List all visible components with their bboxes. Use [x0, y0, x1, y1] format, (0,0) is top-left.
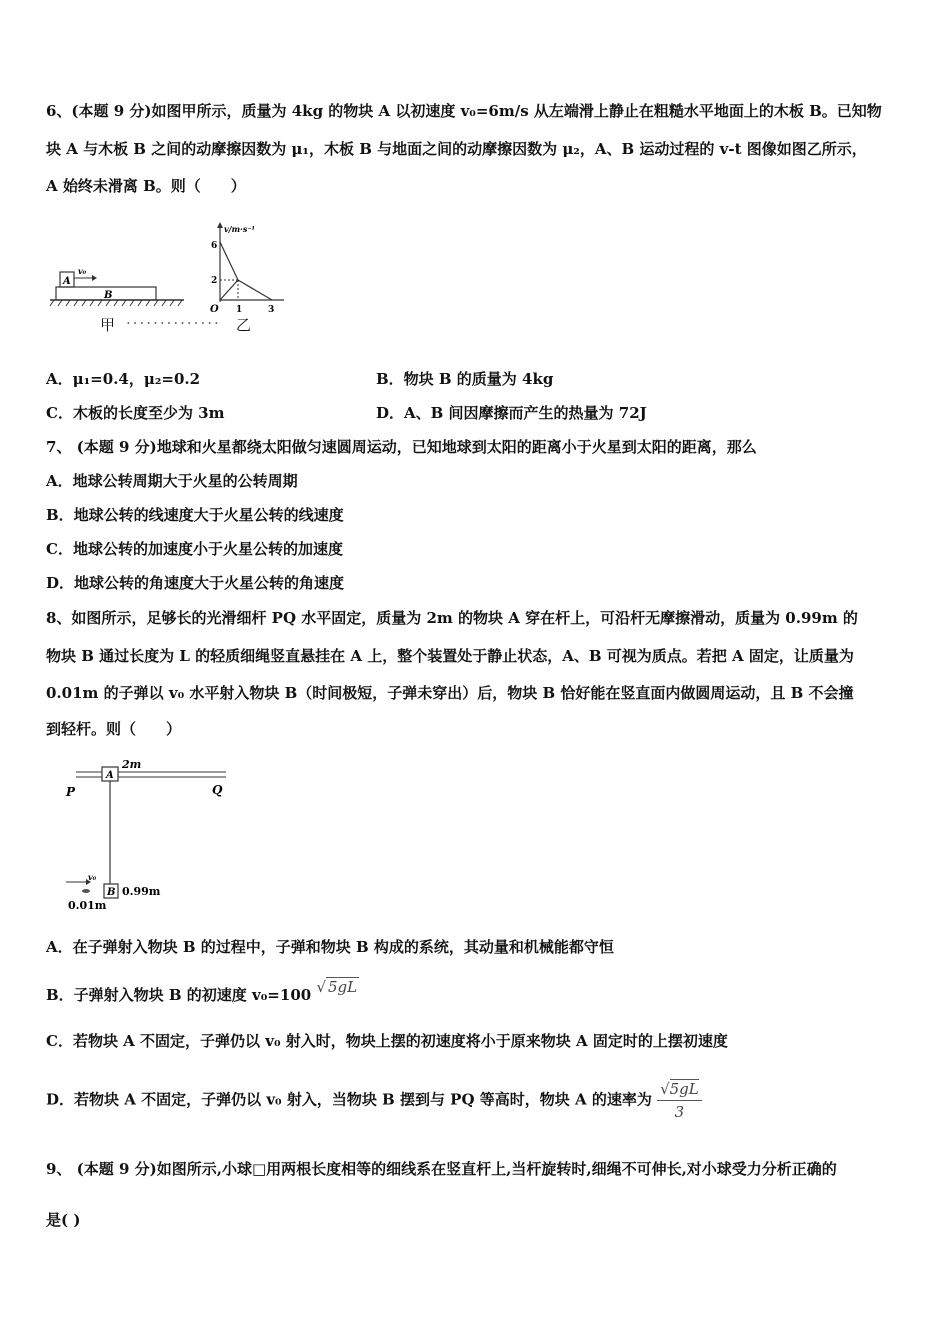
q6-v0-label: v₀ — [78, 266, 87, 276]
q9-stem-line-2: 是( ) — [46, 1211, 81, 1229]
q7-option-A[interactable]: A．地球公转周期大于火星的公转周期 — [46, 472, 298, 490]
q8-v0-label: v₀ — [88, 872, 97, 882]
q7-stem: 7、 (本题 9 分)地球和火星都绕太阳做匀速圆周运动，已知地球到太阳的距离小于火星到太阳的距离，那么 — [46, 438, 757, 456]
q6-option-A[interactable]: A．μ₁=0.4，μ₂=0.2 — [46, 370, 201, 388]
q8-stem-line-2: 物块 B 通过长度为 L 的轻质细绳竖直悬挂在 A 上，整个装置处于静止状态，A、B 可视为质点。若把 A 固定，让质量为 — [46, 647, 854, 665]
q6-fig-left-label: 甲 — [100, 316, 116, 334]
q8-option-B-text: B．子弹射入物块 B 的初速度 v₀=100 — [46, 986, 312, 1004]
q8-block-B-label: B — [107, 887, 116, 898]
q6-fig-dots: ·············· — [126, 314, 221, 332]
q6-block-A-label: A — [63, 276, 71, 287]
q8-mass-A-label: 2m — [122, 758, 142, 771]
q8-stem-line-1: 8、如图所示，足够长的光滑细杆 PQ 水平固定，质量为 2m 的物块 A 穿在杆上，可沿杆无摩擦滑动，质量为 0.99m 的 — [46, 609, 858, 627]
q6-graph-x3: 3 — [268, 305, 275, 315]
q8-option-D-fraction: $\frac{√5gL}{3}$ — [657, 1078, 702, 1123]
q8-option-D[interactable] — [46, 1078, 702, 1123]
q6-stem-line-3: A 始终未滑离 B。则（ ） — [46, 177, 246, 195]
q6-graph-line-A — [220, 242, 238, 280]
q6-board-B-label: B — [104, 290, 113, 301]
q8-stem-line-4: 到轻杆。则（ ） — [46, 720, 182, 738]
q6-stem-line-1: 6、(本题 9 分)如图甲所示，质量为 4kg 的物块 A 以初速度 v₀=6m/s 从左端滑上静止在粗糙水平地面上的木板 B。已知物 — [46, 102, 882, 120]
q6-graph-ylabel: v/m·s⁻¹ — [224, 224, 256, 234]
q6-graph-y6: 6 — [211, 241, 218, 251]
q8-option-C[interactable]: C．若物块 A 不固定，子弹仍以 v₀ 射入时，物块上摆的初速度将小于原来物块 A 固定时的上摆初速度 — [46, 1032, 728, 1050]
q8-P-label: P — [66, 785, 76, 799]
q6-option-D[interactable]: D．A、B 间因摩擦而产生的热量为 72J — [376, 404, 647, 422]
q8-mass-B-label: 0.99m — [122, 885, 161, 898]
q7-option-B[interactable]: B．地球公转的线速度大于火星公转的线速度 — [46, 506, 344, 524]
q8-bullet-mass-label: 0.01m — [68, 899, 107, 912]
q8-option-B-sqrt: √ 5gL — [316, 978, 358, 996]
q8-block-A-label: A — [106, 770, 114, 781]
q8-option-B[interactable] — [46, 978, 359, 1006]
q9-stem-line-1: 9、 (本题 9 分)如图所示,小球□用两根长度相等的细线系在竖直杆上,当杆旋转时,细绳不可伸长,对小球受力分析正确的 — [46, 1160, 837, 1178]
q8-bullet — [82, 889, 90, 893]
q6-graph-line-common — [238, 280, 272, 300]
q6-graph-line-B — [220, 280, 238, 300]
q7-option-C[interactable]: C．地球公转的加速度小于火星公转的加速度 — [46, 540, 343, 558]
q8-Q-label: Q — [212, 783, 223, 797]
q8-figure — [56, 752, 256, 917]
q6-graph-origin: O — [210, 304, 219, 315]
q6-fig-right-label: 乙 — [236, 316, 252, 334]
q8-option-A[interactable]: A．在子弹射入物块 B 的过程中，子弹和物块 B 构成的系统，其动量和机械能都守恒 — [46, 938, 614, 956]
q8-stem-line-3: 0.01m 的子弹以 v₀ 水平射入物块 B（时间极短，子弹未穿出）后，物块 B 恰好能在竖直面内做圆周运动，且 B 不会撞 — [46, 684, 854, 702]
q6-graph-y2: 2 — [211, 276, 218, 286]
q6-option-B[interactable]: B．物块 B 的质量为 4kg — [376, 370, 554, 388]
q8-option-D-text: D．若物块 A 不固定，子弹仍以 v₀ 射入，当物块 B 摆到与 PQ 等高时，物块 A 的速率为 — [46, 1090, 652, 1109]
q6-graph-x1: 1 — [236, 305, 243, 315]
q7-option-D[interactable]: D．地球公转的角速度大于火星公转的角速度 — [46, 574, 345, 592]
q6-option-C[interactable]: C．木板的长度至少为 3m — [46, 404, 225, 422]
q6-stem-line-2: 块 A 与木板 B 之间的动摩擦因数为 μ₁，木板 B 与地面之间的动摩擦因数为 μ₂，A、B 运动过程的 v-t 图像如图乙所示， — [46, 140, 867, 158]
